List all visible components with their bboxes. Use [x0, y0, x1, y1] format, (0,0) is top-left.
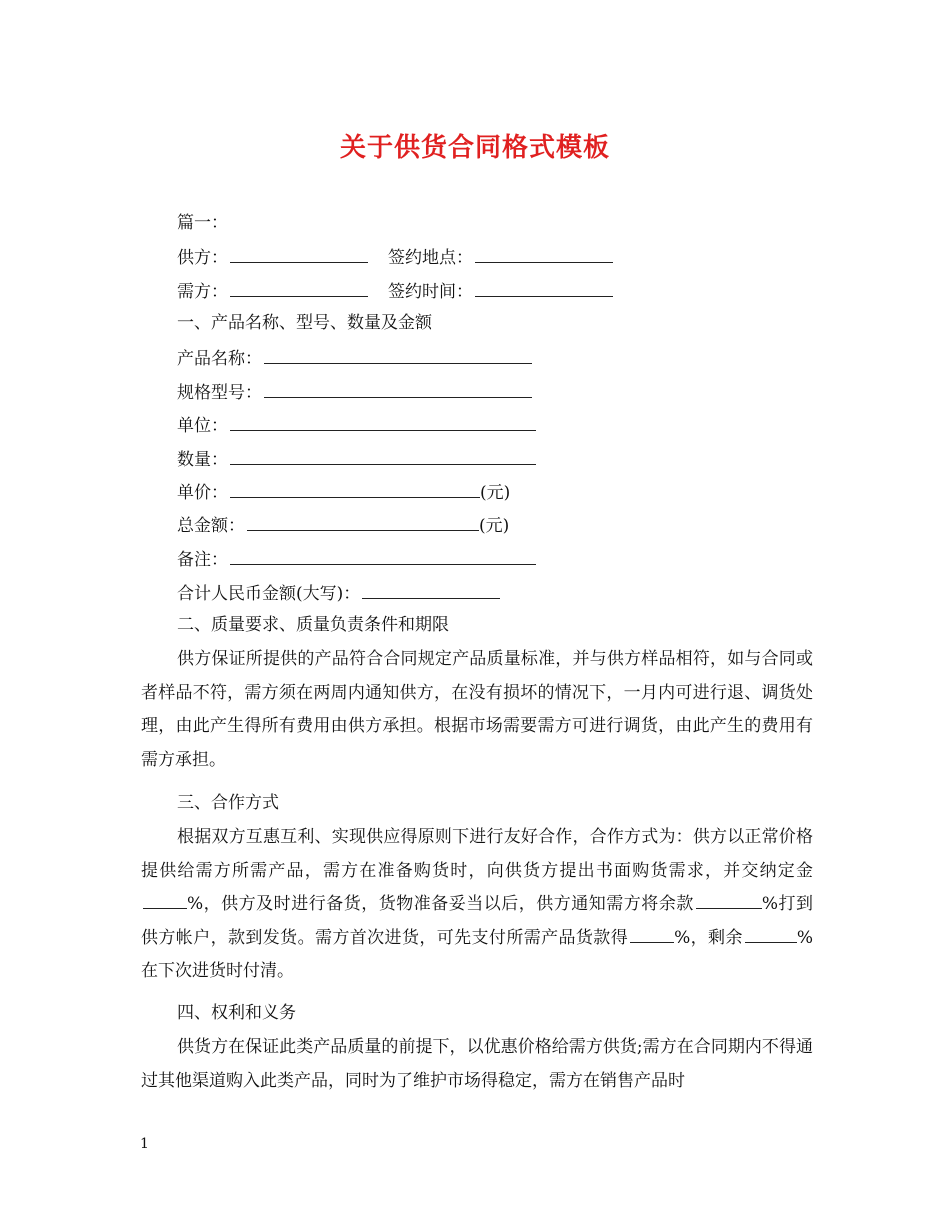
quantity-blank[interactable] [230, 446, 536, 465]
sign-time-label: 签约时间： [388, 282, 473, 302]
spec-blank[interactable] [264, 379, 532, 398]
total-yuan: (元) [479, 516, 510, 536]
section2-heading: 二、质量要求、质量负责条件和期限 [177, 615, 449, 635]
document-title: 关于供货合同格式模板 [339, 133, 610, 163]
product-name-blank[interactable] [264, 345, 532, 364]
first-payment-percent-blank[interactable] [630, 928, 674, 943]
remark-blank[interactable] [230, 546, 536, 565]
deposit-percent-blank[interactable] [143, 894, 187, 909]
section3-heading: 三、合作方式 [177, 793, 279, 813]
section3-text-1: 根据双方互惠互利、实现供应得原则下进行友好合作，合作方式为：供方以正常价格提供给需方所需产品，需方在准备购货时，向供货方提出书面购货需求，并交纳定金 [141, 827, 813, 881]
rmb-total-row [177, 580, 500, 606]
unit-row [177, 412, 536, 438]
sign-time-blank[interactable] [475, 278, 613, 297]
buyer-blank[interactable] [230, 278, 368, 297]
section3-text-3: %打到供方帐户，款到发货。需方首次进货，可先支付所需产品货款得 [141, 894, 813, 948]
supplier-blank[interactable] [230, 244, 368, 263]
section3-text-5: %在下次进货时付清。 [141, 927, 814, 981]
buyer-row [177, 278, 613, 304]
quantity-row [177, 446, 536, 472]
total-row [177, 512, 509, 538]
supplier-row [177, 244, 613, 270]
total-blank[interactable] [247, 512, 479, 531]
page-number: 1 [140, 1136, 149, 1152]
buyer-label: 需方： [177, 282, 228, 302]
section3-text-2: %，供方及时进行备货，货物准备妥当以后，供方通知需方将余款 [187, 894, 694, 914]
section3-paragraph [141, 821, 813, 989]
sign-place-label: 签约地点： [388, 248, 473, 268]
remark-row [177, 546, 536, 572]
total-label: 总金额： [177, 516, 245, 536]
supplier-label: 供方： [177, 248, 228, 268]
spec-label: 规格型号： [177, 383, 262, 403]
section3-text-4: %，剩余 [674, 927, 743, 948]
section1-heading: 一、产品名称、型号、数量及金额 [177, 313, 432, 333]
section-marker: 篇一： [177, 213, 228, 233]
spec-row [177, 379, 532, 405]
rmb-total-blank[interactable] [362, 580, 500, 599]
section4-heading: 四、权利和义务 [177, 1003, 296, 1023]
balance-percent-blank[interactable] [696, 894, 762, 909]
product-name-row [177, 345, 532, 371]
remaining-percent-blank[interactable] [745, 928, 797, 943]
rmb-total-label: 合计人民币金额(大写)： [177, 584, 361, 604]
section2-paragraph: 供方保证所提供的产品符合合同规定产品质量标准，并与供方样品相符，如与合同或者样品不符，需方须在两周内通知供方，在没有损坏的情况下，一月内可进行退、调货处理，由此产生得所有费用由供方承担。根据市场需要需方可进行调货，由此产生的费用有需方承担。 [141, 649, 813, 770]
unit-price-yuan: (元) [480, 483, 511, 503]
quantity-label: 数量： [177, 450, 228, 470]
unit-price-blank[interactable] [230, 479, 480, 498]
unit-label: 单位： [177, 416, 228, 436]
unit-price-label: 单价： [177, 483, 228, 503]
unit-blank[interactable] [230, 412, 536, 431]
unit-price-row [177, 479, 510, 505]
product-name-label: 产品名称： [177, 349, 262, 369]
section4-paragraph: 供货方在保证此类产品质量的前提下，以优惠价格给需方供货;需方在合同期内不得通过其他渠道购入此类产品，同时为了维护市场得稳定，需方在销售产品时 [141, 1037, 813, 1091]
sign-place-blank[interactable] [475, 244, 613, 263]
remark-label: 备注： [177, 550, 228, 570]
